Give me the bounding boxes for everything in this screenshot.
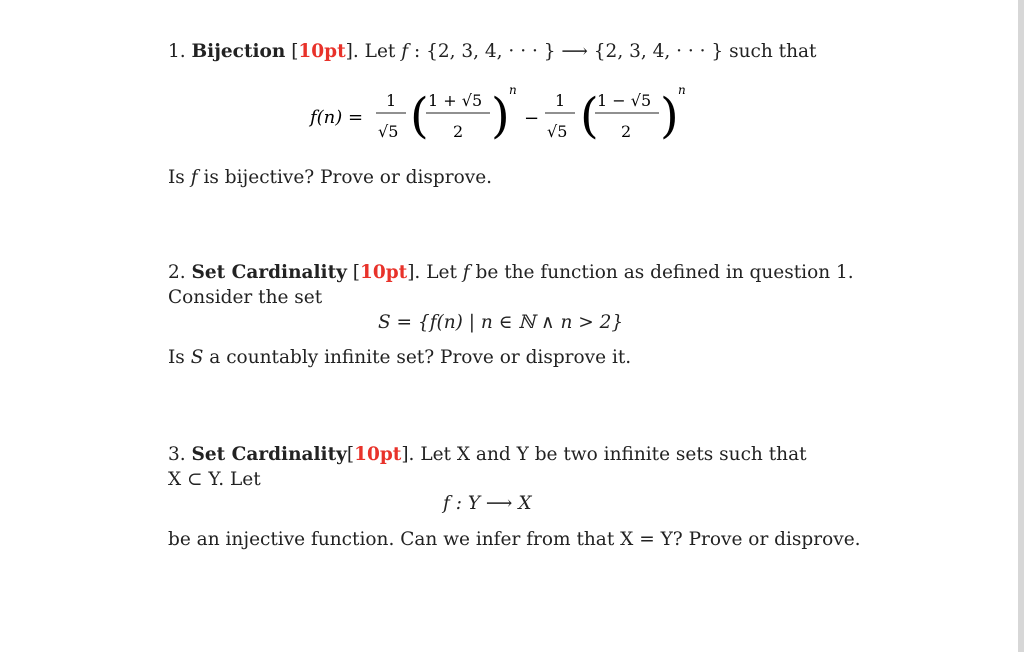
q2-points: 10pt [359, 262, 408, 283]
q3-number: 3. [168, 444, 186, 465]
q2-question [168, 346, 631, 370]
q1-points: 10pt [298, 41, 346, 62]
scrollbar[interactable] [1018, 0, 1024, 652]
q1-formula [298, 82, 718, 152]
q3-center: f : Y ⟶ X [443, 493, 532, 514]
q3-line1-rest: Let X and Y be two infinite sets such that [420, 444, 807, 465]
formula-lhs: f(n) = [310, 107, 364, 128]
q2-func: f [462, 262, 470, 283]
paren-left-b: ( [580, 88, 599, 144]
q3-heading [168, 443, 807, 467]
q2-question-pre: Is [168, 347, 185, 368]
paren-right-b: ) [660, 88, 679, 144]
q1-mapping: : {2, 3, 4, · · · } ⟶ {2, 3, 4, · · · } such that [408, 41, 817, 62]
paren-right-a: ) [491, 88, 510, 144]
q3-points: 10pt [354, 444, 402, 465]
q1-question-func: f [190, 167, 198, 188]
q2-heading [168, 261, 854, 285]
q3-line3: be an injective function. Can we infer from that X = Y? Prove or disprove. [168, 529, 861, 550]
q2-line2: Consider the set [168, 287, 323, 308]
q1-lead: Let [364, 41, 396, 62]
formula-plus-num: 1 + √5 [428, 91, 483, 110]
q3-points-open: [ [346, 444, 355, 465]
q1-func: f [401, 41, 409, 62]
formula-two-b: 2 [621, 122, 632, 141]
q2-question-var: S [190, 347, 204, 368]
q2-number: 2. [168, 262, 186, 283]
q2-set: S = {f(n) | n ∈ ℕ ∧ n > 2} [378, 312, 624, 333]
q2-question-post: a countably infinite set? Prove or disprove it. [209, 347, 632, 368]
q1-title: Bijection [191, 41, 286, 62]
q1-number: 1. [168, 41, 186, 62]
q3-line2: X ⊂ Y. Let [168, 469, 261, 490]
formula-one-b: 1 [555, 91, 566, 110]
formula-sqrt5-b: √5 [547, 122, 568, 141]
formula-one-a: 1 [386, 91, 397, 110]
formula-minus: − [524, 108, 540, 129]
q3-points-close: ]. [401, 444, 415, 465]
q3-title: Set Cardinality [191, 444, 347, 465]
q2-rest: be the function as defined in question 1. [475, 262, 854, 283]
formula-sqrt5-a: √5 [378, 122, 399, 141]
q2-title: Set Cardinality [191, 262, 347, 283]
q1-points-open: [ [291, 41, 299, 62]
q1-question-pre: Is [168, 167, 185, 188]
q2-points-close: ]. [407, 262, 421, 283]
q1-heading [168, 40, 816, 64]
paren-left-a: ( [410, 88, 429, 144]
q1-question [168, 166, 492, 190]
q2-lead: Let [426, 262, 457, 283]
formula-two-a: 2 [453, 122, 464, 141]
q1-question-post: is bijective? Prove or disprove. [203, 167, 493, 188]
q2-points-open: [ [352, 262, 360, 283]
formula-exp-a: n [509, 83, 517, 97]
formula-minus-num: 1 − √5 [597, 91, 652, 110]
formula-exp-b: n [678, 83, 686, 97]
q1-points-close: ]. [345, 41, 359, 62]
